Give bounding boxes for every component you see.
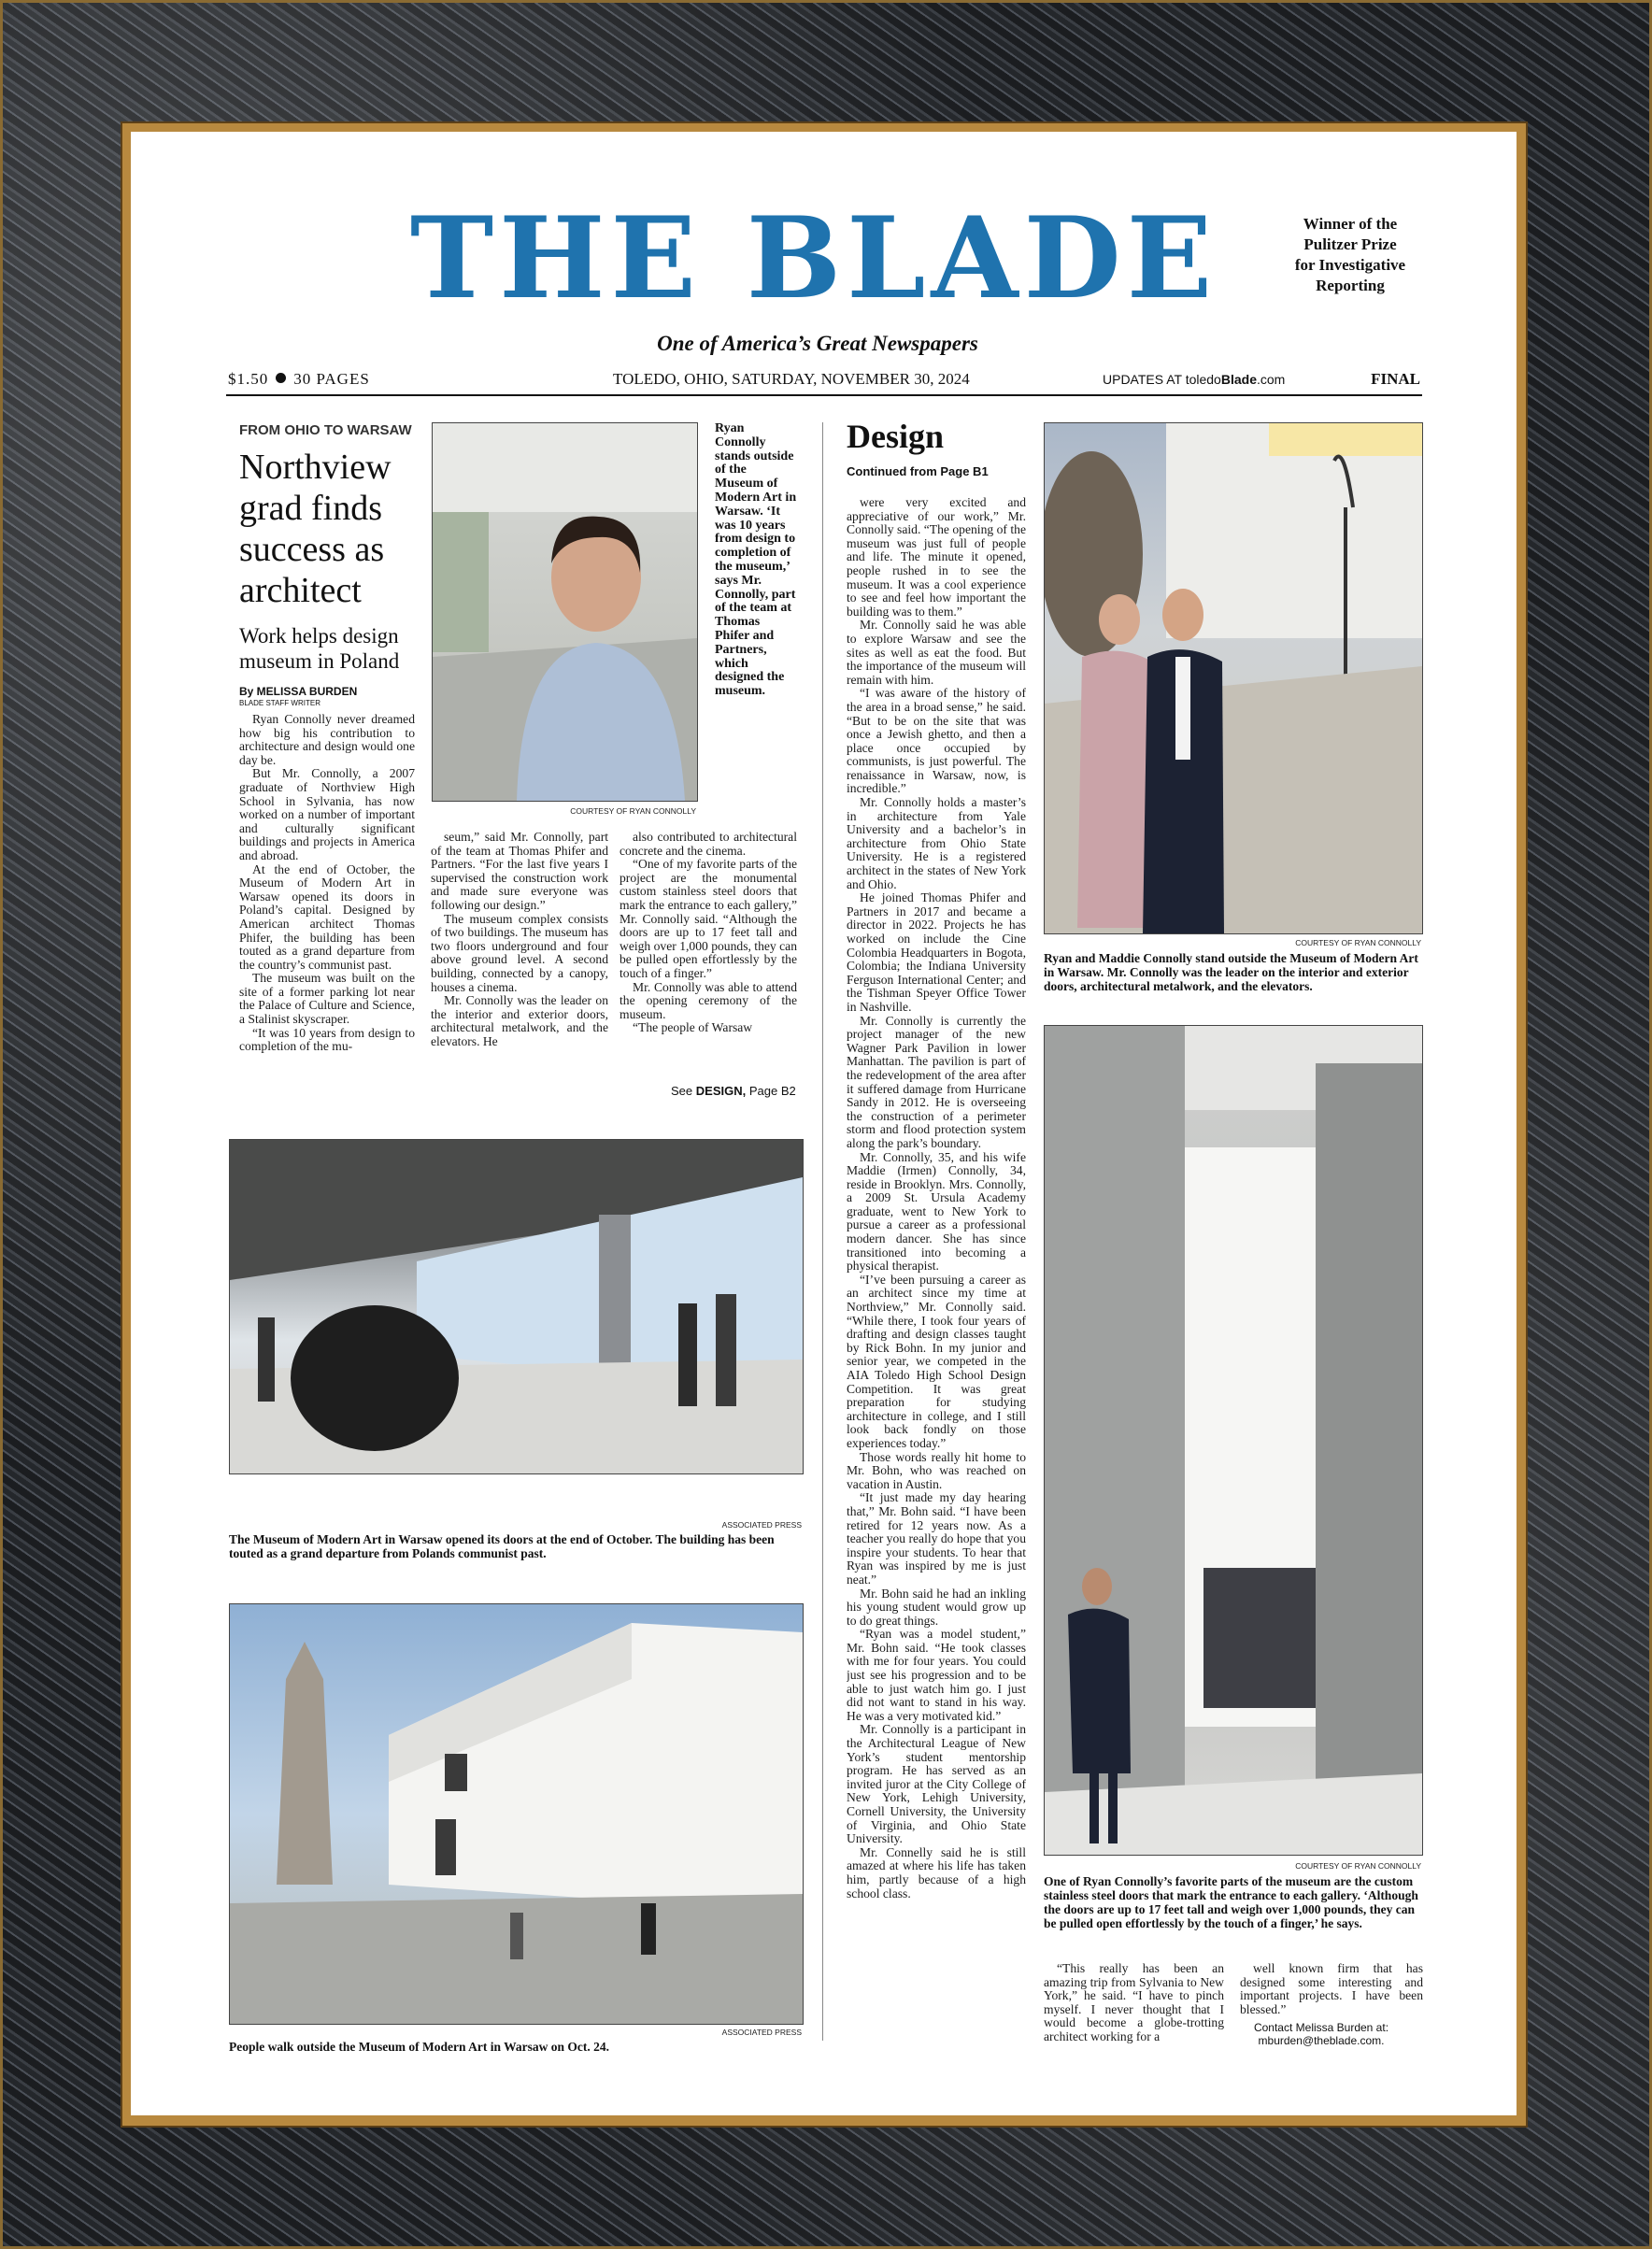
updates-link[interactable] [1103, 372, 1285, 387]
story-deck: Work helps design museum in Poland [239, 624, 400, 673]
interior-illustration [230, 1140, 803, 1473]
story-column-1 [239, 713, 415, 1096]
jump-column [847, 496, 1026, 2046]
paragraph: He joined Thomas Phifer and Partners in 2017 and became a director in 2022. Projects he has worked on include the Cine Colombia Headquarters in Bogota, Colombia; the Indiana University Ferguson International Center; and the Tishman Speyer Office Tower in Nashville. [847, 890, 1026, 1014]
portrait-illustration [433, 423, 697, 801]
portrait-credit: COURTESY OF RYAN CONNOLLY [570, 806, 696, 816]
paragraph: “It was 10 years from design to completion of the mu- [239, 1025, 415, 1054]
paragraph: “I’ve been pursuing a career as an architect since my time at Northview,” Mr. Connolly said. “While there, I took four years of drafting and design classes taught by Rick Bohn. In my junior and senior year, we competed in the AIA Toledo High School Design Competition. It was great preparation for studying architecture in college, and I still look back fondly on those experiences today.” [847, 1272, 1026, 1450]
couple-caption: Ryan and Maddie Connolly stand outside the Museum of Modern Art in Warsaw. Mr. Connolly was the leader on the interior and exterior doors, architectural metalwork, and the elevators. [1044, 951, 1418, 993]
couple-credit: COURTESY OF RYAN CONNOLLY [1295, 938, 1421, 947]
paragraph: Mr. Connolly, 35, and his wife Maddie (Irmen) Connolly, 34, reside in Brooklyn. Mrs. Connolly, a 2009 St. Ursula Academy graduate, went to New York to pursue a career as a professional modern dancer. She has since transitioned into becoming a physical therapist. [847, 1149, 1026, 1274]
exterior-illustration [230, 1604, 803, 2024]
folio-bar [226, 366, 1422, 396]
paragraph: Ryan Connolly never dreamed how big his contribution to architecture and design would one day be. [239, 713, 415, 767]
page-count: 30 PAGES [293, 370, 370, 388]
doors-caption: One of Ryan Connolly’s favorite parts of the museum are the custom stainless steel doors that mark the entrance to each gallery. ‘Although the doors are up to 17 feet tall and weigh over 1,000 pounds, they can be pulled open effortlessly by the touch of a finger,’ he says. [1044, 1874, 1418, 1930]
paragraph: were very excited and appreciative of our work,” Mr. Connolly said. “The opening of the museum was just full of people and life. The minute it opened, people rushed in to see the museum. It was a cool experience to see and feel how important the building was to them.” [847, 496, 1026, 619]
doors-photo [1044, 1025, 1423, 1856]
contact-label: Contact Melissa Burden at: [1253, 2021, 1389, 2034]
exterior-caption: People walk outside the Museum of Modern Art in Warsaw on Oct. 24. [229, 2040, 609, 2054]
paragraph: Mr. Connolly is currently the project manager of the new Wagner Park Pavilion in lower Manhattan. The pavilion is part of the redevelopment of the area after it suffered damage from Hurricane Sandy in 2012. He is overseeing the construction of a perimeter storm and flood protection system along the park’s boundary. [847, 1013, 1026, 1150]
jump-end-column-1 [1044, 1962, 1224, 2048]
story-headline: Northview grad finds success as architect [239, 448, 392, 610]
paragraph: “I was aware of the history of the area in a broad sense,” he said. “But to be on the site that was once a Jewish ghetto, and then a place once occupied by communists, is just powerful. The renaissance in Warsaw, now, is incredible.” [847, 686, 1026, 796]
exterior-credit: ASSOCIATED PRESS [721, 2028, 802, 2037]
couple-photo [1044, 422, 1423, 934]
jump-prefix: See [671, 1084, 693, 1098]
paragraph: “It just made my day hearing that,” Mr. Bohn said. “I have been retired for 12 years now. As a teacher you really do hope that you inspire your students. To hear that Ryan was inspired by me is just neat.” [847, 1490, 1026, 1587]
story-kicker: FROM OHIO TO WARSAW [239, 422, 412, 438]
jump-page: Page B2 [748, 1084, 796, 1098]
doors-illustration [1045, 1026, 1422, 1855]
paragraph: Mr. Connolly said he was able to explore Warsaw and see the sites as well as eat the food. But the importance of the museum will remain with him. [847, 618, 1026, 687]
interior-caption: The Museum of Modern Art in Warsaw opened its doors at the end of October. The building has been touted as a grand departure from Polands communist past. [229, 1532, 775, 1560]
paragraph: seum,” said Mr. Connolly, part of the team at Thomas Phifer and Partners. “For the last five years I supervised the construction work and made sure everyone was following our design.” [431, 831, 608, 912]
jump-line[interactable] [671, 1084, 796, 1098]
bullet-icon [276, 373, 286, 383]
site-part-b: Blade [1220, 372, 1257, 387]
pulitzer-note: Winner of the Pulitzer Prize for Investigative Reporting [1294, 215, 1406, 294]
site-part-c: .com [1256, 372, 1286, 387]
paragraph: “This really has been an amazing trip from Sylvania to New York,” he said. “I have to pinch myself. I never thought that I would become a globe-trotting architect working for a [1044, 1962, 1224, 2043]
paragraph: Mr. Connelly said he is still amazed at where his life has taken him, partly because of a high school class. [847, 1844, 1026, 1900]
couple-illustration [1045, 423, 1422, 933]
column-rule [822, 422, 823, 2041]
museum-exterior-photo [229, 1603, 804, 2025]
masthead-title: THE BLADE [409, 192, 1218, 324]
paragraph: Mr. Connolly holds a master’s in architecture from Yale University and a bachelor’s in architecture from Ohio State University. He is a registered architect in the states of New York and Ohio. [847, 795, 1026, 891]
jump-label: DESIGN, [695, 1084, 747, 1098]
paragraph: Mr. Connolly was the leader on the interior and exterior doors, architectural metalwork, and the elevators. He [431, 993, 608, 1048]
price: $1.50 [228, 370, 269, 388]
paragraph: “Ryan was a model student,” Mr. Bohn said. “He took classes with me for four years. You could just see his progression and to be able to just watch him go. I just did not want to stand in his way. He was a very motivated kid.” [847, 1627, 1026, 1723]
paragraph: also contributed to architectural concrete and the cinema. [620, 831, 797, 858]
dateline: TOLEDO, OHIO, SATURDAY, NOVEMBER 30, 2024 [613, 370, 970, 388]
paragraph: Mr. Bohn said he had an inkling his young student would grow up to do great things. [847, 1586, 1026, 1628]
story-column-2 [431, 831, 608, 1096]
byline: By MELISSA BURDEN [239, 685, 358, 698]
paragraph: well known firm that has designed some interesting and important projects. I have been blessed.” [1240, 1962, 1423, 2016]
doors-credit: COURTESY OF RYAN CONNOLLY [1295, 1861, 1421, 1871]
jump-end-column-2 [1240, 1962, 1423, 2018]
paragraph: The museum complex consists of two buildings. The museum has two floors underground and four above ground level. A second building, connected by a canopy, houses a cinema. [431, 911, 608, 994]
paragraph: Mr. Connolly is a participant in the Architectural League of New York’s student mentorship program. He has served as an invited juror at the City College of New York, Lehigh University, Cornell University, the University of Virginia, and Ohio State University. [847, 1722, 1026, 1846]
paragraph: At the end of October, the Museum of Modern Art in Warsaw opened its doors in Poland’s capital. Designed by American architect Thomas Phifer, the building has been touted as a grand departure from the country’s communist past. [239, 861, 415, 972]
paragraph: “One of my favorite parts of the project are the monumental custom stainless steel doors that mark the entrance to each gallery,” Mr. Connolly said. “Although the doors are up to 17 feet tall and weigh over 1,000 pounds, they can be pulled open effortlessly by the touch of a finger.” [620, 857, 797, 980]
museum-interior-photo [229, 1139, 804, 1474]
portrait-photo [432, 422, 698, 802]
paragraph: Mr. Connolly was able to attend the opening ceremony of the museum. [620, 979, 797, 1021]
paragraph: Those words really hit home to Mr. Bohn, who was reached on vacation in Austin. [847, 1449, 1026, 1491]
paragraph: The museum was built on the site of a former parking lot near the Palace of Culture and Science, a Stalinist skyscraper. [239, 971, 415, 1027]
contact-line[interactable] [1242, 2021, 1401, 2047]
tagline: One of America’s Great Newspapers [657, 332, 978, 355]
site-part-a: toledo [1185, 372, 1221, 387]
jump-headline: Design [847, 418, 945, 455]
updates-prefix: UPDATES AT [1103, 372, 1182, 387]
price-pages [228, 370, 370, 389]
continued-line: Continued from Page B1 [847, 464, 989, 478]
paragraph: “The people of Warsaw [633, 1020, 753, 1035]
contact-email[interactable]: mburden@theblade.com. [1258, 2034, 1385, 2047]
paragraph: But Mr. Connolly, a 2007 graduate of Northview High School in Sylvania, has now worked on a number of important and culturally significant buildings and projects in America and abroad. [239, 766, 415, 862]
interior-credit: ASSOCIATED PRESS [721, 1520, 802, 1530]
edition-label: FINAL [1371, 370, 1420, 388]
byline-role: BLADE STAFF WRITER [239, 699, 320, 707]
portrait-caption: Ryan Connolly stands outside of the Museum of Modern Art in Warsaw. ‘It was 10 years from design to completion of the museum,’ says Mr. Connolly, part of the team at Thomas Phifer and Partners, which designed the museum. [715, 421, 797, 699]
story-column-3 [620, 831, 797, 1072]
